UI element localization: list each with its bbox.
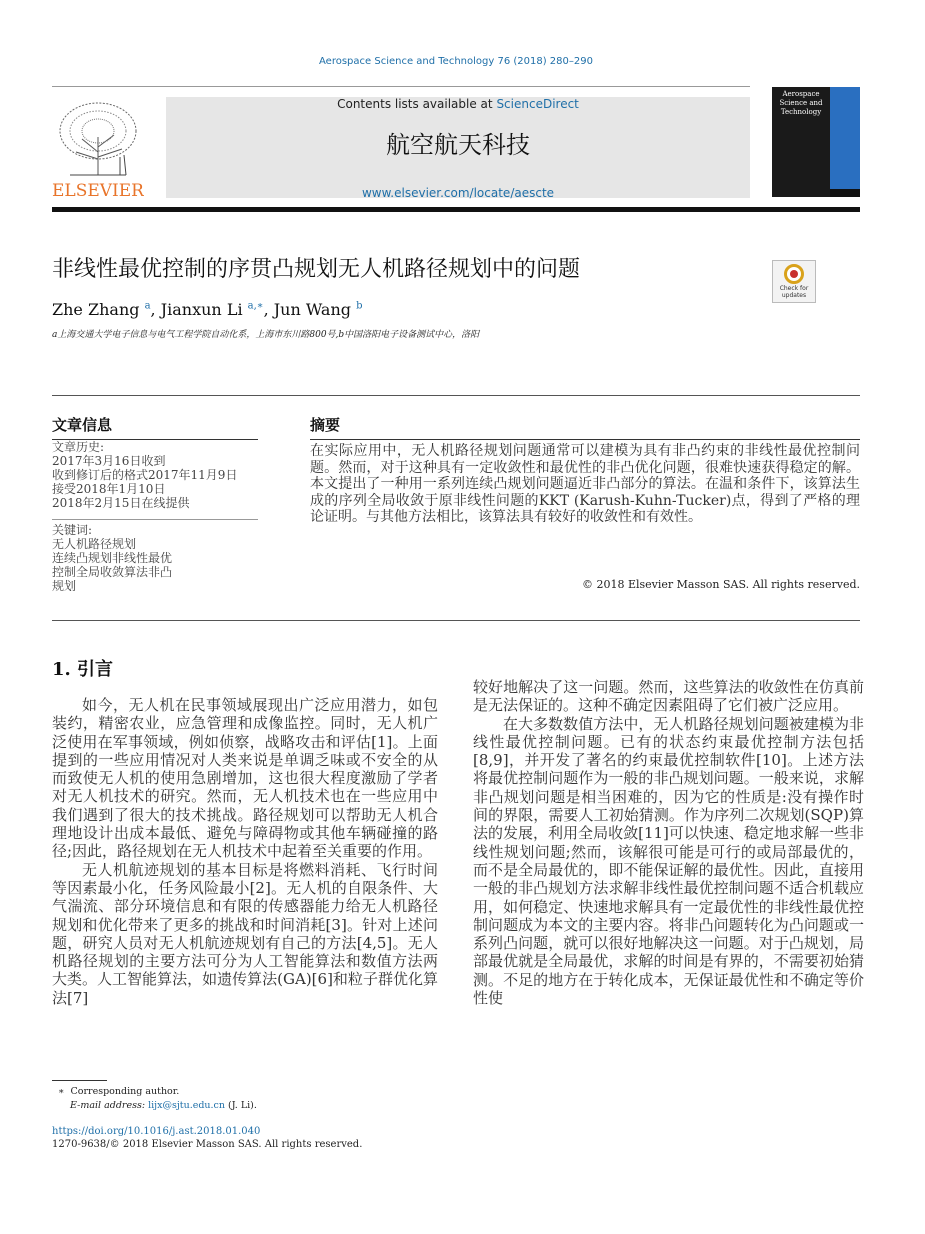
history-item: 收到修订后的格式2017年11月9日 [52, 468, 238, 482]
bookmark-icon [784, 264, 804, 284]
journal-header-box [166, 97, 750, 198]
abstract-text: 在实际应用中，无人机路径规划问题通常可以建模为具有非凸约束的非线性最优控制问题。然而，对于这种具有一定收敛性和最优性的非凸优化问题，很难快速获得稳定的解。本文提出了一种用一系列连续凸规划问题逼近非凸部分的算法。在温和条件下，该算法生成的序列全局收敛于原非线性问题的KKT (Karush-Kuhn-Tucker)点，得到了严格的理论证明。与其他方法相比，该算法具有较好的收敛性和有效性。 [310, 443, 860, 525]
cover-title: Aerospace Science and Technology [779, 90, 823, 116]
author-name[interactable]: Jun Wang [273, 300, 352, 319]
footnote-divider [52, 1080, 107, 1081]
check-for-updates-button[interactable] [772, 260, 816, 303]
keywords [52, 523, 262, 593]
paragraph: 在大多数数值方法中，无人机路径规划问题被建模为非线性最优控制问题。已有的状态约束最优控制方法包括[8,9]，并开发了著名的约束最优控制软件[10]。上述方法将最优控制问题作为一般的非凸规划问题。一般来说，求解非凸规划问题是相当困难的，因为它的性质是:没有操作时间的界限，需要人工初始猜测。作为序列二次规划(SQP)算法的发展，利用全局收敛[11]可以快速、稳定地求解一些非线性规划问题;然而，该解很可能是可行的或局部最优的，而不是全局最优的，即不能保证解的最优性。因此，直接用一般的非凸规划方法求解非线性最优控制问题不适合机载应用，如何稳定、快速地求解具有一定最优性的非线性最优控制问题成为本文的主要内容。将非凸问题转化为凸问题或一系列凸问题，就可以很好地解决这一问题。对于凸规划，局部最优就是全局最优，求解的时间是有界的，不需要初始猜测。不足的地方在于转化成本，无保证最优性和不确定等价性使 [473, 714, 864, 1008]
history-item: 2017年3月16日收到 [52, 454, 166, 468]
history-item: 2018年2月15日在线提供 [52, 496, 190, 510]
contents-line [166, 97, 750, 111]
corresponding-label: Corresponding author. [70, 1086, 180, 1097]
article-history [52, 440, 262, 510]
author-affiliation-mark[interactable]: a [144, 300, 151, 312]
doi-link[interactable]: https://doi.org/10.1016/j.ast.2018.01.040 [52, 1126, 261, 1137]
body-column-left [52, 696, 438, 1007]
affiliations: a上海交通大学电子信息与电气工程学院自动化系，上海市东川路800号,b中国洛阳电子设备测试中心，洛阳 [52, 330, 480, 340]
cover-dark-panel [772, 87, 830, 197]
divider [52, 395, 860, 396]
email-label: E-mail address: [70, 1100, 149, 1111]
author-list: Zhe Zhang $^a$, Jianxun Li $^{a,∗}$, Jun Wang $^b$ [52, 300, 363, 319]
footnote-corresponding [58, 1086, 179, 1097]
author-affiliation-mark[interactable]: b [356, 300, 363, 312]
cover-stripe [830, 189, 860, 197]
issn-line: 1270-9638/© 2018 Elsevier Masson SAS. All rights reserved. [52, 1139, 363, 1150]
paragraph: 如今，无人机在民事领域展现出广泛应用潜力，如包装约，精密农业，应急管理和成像监控。同时，无人机广泛使用在军事领域，例如侦察，战略攻击和评估[1]。上面提到的一些应用情况对人类来说是单调乏味或不安全的从而致使无人机的使用急剧增加，这也很大程度激励了学者对无人机技术的研究。然而，无人机技术也在一些应用中我们遇到了很大的技术挑战。路径规划可以帮助无人机合理地设计出成本最低、避免与障碍物或其他车辆碰撞的路径;因此，路径规划在无人机技术中起着至关重要的作用。 [52, 696, 438, 861]
check-updates-label: Check for updates [779, 285, 809, 299]
journal-url-link[interactable]: www.elsevier.com/locate/aescte [361, 186, 555, 200]
elsevier-logo [52, 97, 144, 199]
publisher-wordmark: ELSEVIER [52, 181, 144, 199]
author-name[interactable]: Jianxun Li [160, 300, 243, 319]
paragraph: 较好地解决了这一问题。然而，这些算法的收敛性在仿真前是无法保证的。这种不确定因素阻碍了它们被广泛应用。 [473, 678, 864, 715]
keyword: 无人机路径规划 [52, 537, 137, 551]
footnote-email [70, 1100, 257, 1111]
journal-reference[interactable]: Aerospace Science and Technology 76 (2018) 280–290 [319, 56, 593, 67]
paragraph: 无人机航迹规划的基本目标是将燃料消耗、飞行时间等因素最小化，任务风险最小[2]。无人机的自限条件、大气湍流、部分环境信息和有限的传感器能力给无人机路径规划和优化带来了更多的挑战和时间消耗[3]。针对上述问题，研究人员对无人机航迹规划有自己的方法[4,5]。无人机路径规划的主要方法可分为人工智能算法和数值方法两大类。人工智能算法，如遗传算法(GA)[6]和粒子群优化算法[7] [52, 860, 438, 1007]
keyword: 规划 [52, 579, 77, 593]
article-title: 非线性最优控制的序贯凸规划无人机路径规划中的问题 [52, 257, 581, 282]
bookmark-dot [790, 270, 798, 278]
header-rule [52, 207, 860, 212]
author-affiliation-mark[interactable]: a,∗ [247, 300, 264, 312]
history-item: 接受2018年1月10日 [52, 482, 166, 496]
divider [52, 620, 860, 621]
email-link[interactable]: lijx@sjtu.edu.cn [148, 1100, 225, 1111]
section-heading: 1. 引言 [52, 659, 114, 680]
email-suffix: (J. Li). [225, 1100, 257, 1111]
divider [310, 439, 860, 440]
copyright-notice: © 2018 Elsevier Masson SAS. All rights reserved. [581, 578, 860, 591]
keyword: 控制全局收敛算法非凸 [52, 565, 173, 579]
history-label: 文章历史: [52, 440, 105, 454]
divider [52, 519, 258, 520]
article-info-heading: 文章信息 [52, 416, 113, 434]
sciencedirect-link[interactable]: ScienceDirect [496, 97, 579, 111]
asterisk-mark: ∗ [58, 1086, 65, 1097]
keywords-label: 关键词: [52, 523, 93, 537]
divider [52, 86, 750, 87]
journal-title: 航空航天科技 [386, 131, 530, 159]
contents-prefix: Contents lists available at [337, 97, 497, 111]
keyword: 连续凸规划非线性最优 [52, 551, 173, 565]
author-name[interactable]: Zhe Zhang [52, 300, 140, 319]
body-column-right [473, 678, 864, 1007]
journal-cover-image [772, 87, 860, 197]
abstract-heading: 摘要 [310, 416, 341, 434]
